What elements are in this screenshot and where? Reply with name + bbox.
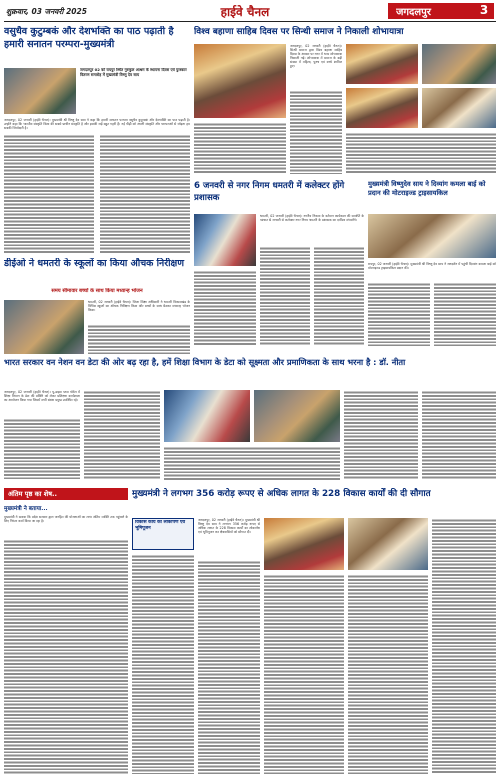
- story-cm-culture: [4, 26, 190, 256]
- story-body-columns: [346, 132, 496, 174]
- school-photo: [4, 300, 84, 354]
- headline: मुख्यमंत्री ने लगभग 356 करोड़ रूपए से अधिक लागत के 228 विकास कार्यों की दी सौगात: [132, 489, 431, 499]
- story-body-columns: [264, 574, 344, 774]
- headline: 6 जनवरी से नगर निगम धमतरी में कलेक्टर होंगे प्रशासक: [194, 181, 345, 203]
- story-body-columns: [164, 446, 340, 480]
- cm-works-photo-2: [348, 518, 428, 570]
- story-nagar-nigam: [194, 180, 364, 350]
- masthead: [0, 0, 500, 22]
- procession-photo-large: [194, 44, 286, 118]
- story-cm-tricycle: [368, 180, 496, 350]
- story-cm-development-works: [132, 488, 496, 776]
- procession-photo-3: [346, 88, 418, 128]
- story-body-columns: [132, 554, 194, 774]
- masthead-paper-name: हाईवे चैनल: [220, 5, 270, 19]
- story-sindhi-procession: [194, 26, 496, 178]
- sub-headline: मुख्यमंत्री ने बताया...: [4, 506, 48, 512]
- story-body-columns: [194, 122, 286, 174]
- procession-photo-4: [422, 88, 496, 128]
- story-body-columns: [434, 282, 496, 346]
- story-body: जगदलपुर, 02 जनवरी (हाईवे चैनल)। यू-डाइस प्लस पोर्टल में शिक्षा विभाग के डेटा की प्रविष्टि को लेकर प्रशिक्षण कार्यशाला का आयोजन किया गया जिसमें सभी संस्था प्रमुख उपस्थित रहे।: [4, 390, 80, 403]
- headline: वसुधैव कुटुम्बकं और देशभक्ति का पाठ पढ़ाती है हमारी सनातन परम्परा-मुख्यमंत्री: [4, 26, 174, 50]
- story-body-columns: [260, 246, 310, 346]
- story-body-columns: [422, 390, 496, 480]
- workshop-photo-2: [254, 390, 340, 442]
- masthead-city: जगदलपुर: [396, 7, 431, 18]
- procession-photo-1: [346, 44, 418, 84]
- story-body: धमतरी, 02 जनवरी (हाईवे चैनल)। नगरीय निकाय के वर्तमान कार्यकाल की समाप्ति के पश्चात 6 जनवरी से कलेक्टर नगर निगम धमतरी के प्रशासक का दायित्व संभालेंगे।: [260, 214, 364, 223]
- story-body-columns: [4, 539, 128, 774]
- masthead-page-number: 3: [479, 3, 489, 17]
- masthead-date: शुक्रवार, 03 जनवरी 2025: [6, 7, 87, 16]
- headline: भारत सरकार वन नेशन वन डेटा की ओर बढ़ रहा है, हमें शिक्षा विभाग के डेटा को सूक्ष्मता और प्रमाणिकता के साथ भरना है : डॉ. नीता: [4, 357, 406, 367]
- story-body-columns: [84, 390, 160, 480]
- deck: समय सीमावार बच्चों के साथ किया मध्यान्ह भोजन: [51, 288, 143, 294]
- info-box-label: विकास कार्य का लोकार्पण एवं भूमिपूजन: [135, 520, 186, 531]
- story-body-columns: [432, 518, 496, 774]
- masthead-rule: [4, 21, 496, 22]
- story-body: रायपुर, 02 जनवरी (हाईवे चैनल)। मुख्यमंत्री श्री विष्णु देव साय ने जनदर्शन में पहुंची दिव्यांग कमला बाई को मोटराइज्ड ट्राइसायकिल प्रदान की।: [368, 262, 496, 271]
- story-body-columns: [4, 134, 94, 254]
- story-deo-inspection: [4, 258, 190, 354]
- procession-photo-2: [422, 44, 496, 84]
- story-body-columns: [344, 390, 418, 480]
- story-body-columns: [314, 246, 364, 346]
- workshop-photo-1: [164, 390, 250, 442]
- story-body-columns: [348, 574, 428, 774]
- story-body-columns: [198, 560, 260, 774]
- story-body: धमतरी, 02 जनवरी (हाईवे चैनल)। जिला शिक्षा अधिकारी ने धमतरी विकासखंड के विभिन्न स्कूलों का औचक निरीक्षण किया और बच्चों के साथ बैठकर मध्यान्ह भोजन किया।: [88, 300, 190, 313]
- story-body-columns: [88, 324, 190, 354]
- cm-works-photo-1: [264, 518, 344, 570]
- tricycle-photo: [368, 214, 496, 258]
- headline: अंतिम पृष्ठ का शेष..: [8, 490, 58, 498]
- collector-photo: [194, 214, 256, 266]
- story-body: मुख्यमंत्री ने बताया कि प्रदेश सरकार द्वारा जनहित की योजनाओं का लाभ अंतिम व्यक्ति तक पहुंचाने के लिए निरंतर कार्य किया जा रहा है।: [4, 515, 128, 524]
- story-one-nation-data: [4, 356, 496, 484]
- story-body-columns: [194, 270, 256, 346]
- story-body-columns: [368, 282, 430, 346]
- photo-caption: जगदलपुर 02 को रायपुर स्थित गुरुकुल आश्रम के स्थापना दिवस एवं पुरस्कार वितरण समारोह में मुख्यमंत्री विष्णु देव साय: [80, 68, 187, 77]
- cm-photo: [4, 68, 76, 114]
- story-body: जगदलपुर, 02 जनवरी (हाईवे चैनल)। सिन्धी समाज द्वारा विश्व बहाणा साहिब दिवस के अवसर पर नगर में भव्य शोभायात्रा निकाली गई। शोभायात्रा में समाज के बड़ी संख्या में महिला, पुरुष एवं बच्चे शामिल हुए।: [290, 44, 342, 69]
- story-body-columns: [4, 418, 80, 480]
- headline: विश्व बहाणा साहिब दिवस पर सिन्धी समाज ने निकाली शोभायात्रा: [194, 27, 404, 37]
- story-body-columns: [100, 134, 190, 254]
- headline: मुख्यमंत्री विष्णुदेव साय ने दिव्यांग कमला बाई को प्रदान की मोटराइज्ड ट्राइसायकिल: [368, 180, 486, 197]
- story-body: जगदलपुर, 02 जनवरी (हाईवे चैनल)। मुख्यमंत्री श्री विष्णु देव साय ने कहा कि हमारी सनातन परम्परा वसुधैव कुटुम्बकं और देशभक्ति का पाठ पढ़ाती है। उन्होंने कहा कि भारतीय संस्कृति विश्व की सबसे प्राचीन संस्कृति है और इसकी जड़ें बहुत गहरी हैं। नई पीढ़ी को अपनी संस्कृति और परम्पराओं से जोड़ना हम सबकी जिम्मेदारी है।: [4, 118, 190, 131]
- headline: डीईओ ने धमतरी के स्कूलों का किया औचक निरीक्षण: [4, 258, 185, 269]
- story-continuation: [4, 488, 128, 776]
- story-body-columns: [290, 90, 342, 174]
- story-body: जगदलपुर, 02 जनवरी (हाईवे चैनल)। मुख्यमंत्री श्री विष्णु देव साय ने लगभग 356 करोड़ रूपए से अधिक लागत के 228 विकास कार्यों का लोकार्पण एवं भूमिपूजन कर क्षेत्रवासियों को सौगात दी।: [198, 518, 260, 535]
